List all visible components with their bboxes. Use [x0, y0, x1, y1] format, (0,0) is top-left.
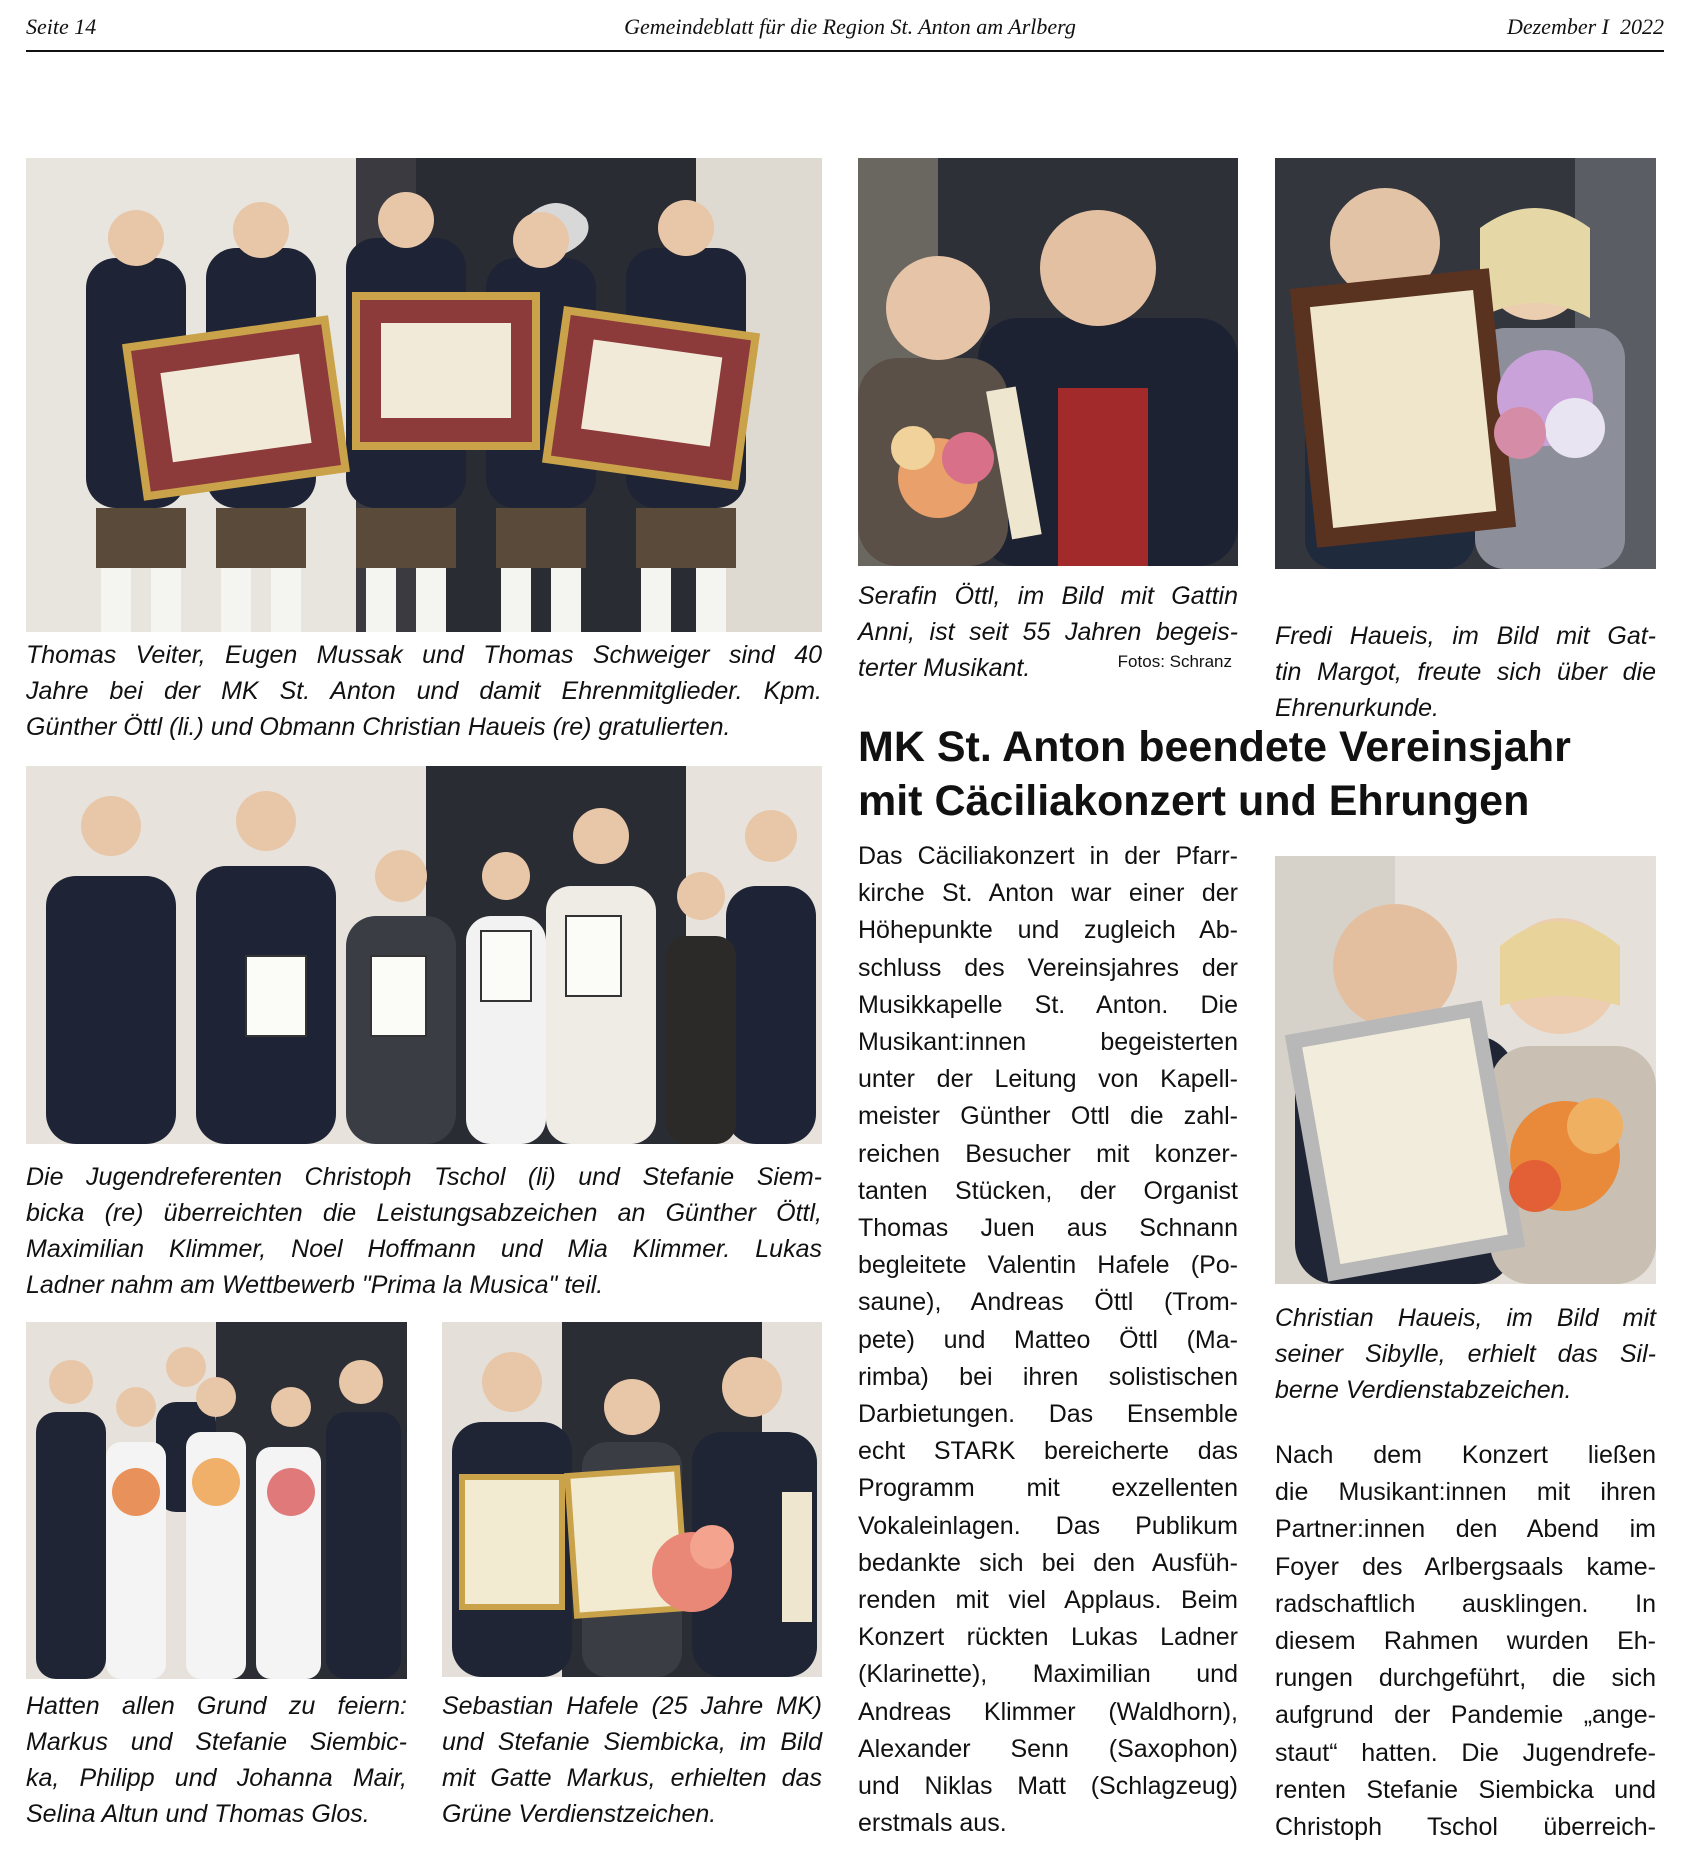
caption-line: Thomas Veiter, Eugen Mussak und Thomas Schweiger sind 40 [26, 641, 822, 669]
photo-credit: Fotos: Schranz [1117, 652, 1232, 671]
headline-line: mit Cäciliakonzert und Ehrungen [858, 777, 1530, 825]
article-line: saune), Andreas Öttl (Trom- [858, 1288, 1238, 1317]
article-line: renden mit viel Applaus. Beim [858, 1586, 1238, 1615]
caption-photo-certificates [26, 637, 822, 745]
article-line: Nach dem Konzert ließen [1275, 1441, 1656, 1469]
article-line: Christoph Tschol überreich- [1275, 1813, 1656, 1842]
article-line: aufgrund der Pandemie „ange- [1275, 1701, 1656, 1730]
article-line: meister Günther Ottl die zahl- [858, 1102, 1238, 1131]
caption-line: bicka (re) überreichten die Leistungsabzeichen an Günther Öttl, [26, 1199, 822, 1227]
caption-line: seiner Sibylle, erhielt das Sil- [1275, 1340, 1656, 1368]
caption-line: mit Gatte Markus, erhielten das [442, 1764, 822, 1792]
article-col1 [858, 838, 1238, 1842]
article-headline [858, 720, 1658, 828]
article-line: Darbietungen. Das Ensemble [858, 1400, 1238, 1429]
photo-youth-certificates [26, 766, 822, 1144]
caption-youth [26, 1159, 822, 1303]
caption-line: ka, Philipp und Johanna Mair, [26, 1764, 407, 1792]
caption-line: Serafin Öttl, im Bild mit Gattin [858, 582, 1238, 610]
caption-sebastian [442, 1688, 822, 1832]
caption-line: Hatten allen Grund zu feiern: [26, 1692, 407, 1720]
photo-group-certificates [26, 158, 822, 632]
article-line: (Klarinette), Maximilian und [858, 1660, 1238, 1689]
caption-line: Anni, ist seit 55 Jahren begeis- [858, 618, 1238, 646]
photo-couple-ehrenurkunde [1275, 158, 1656, 569]
photo-couple-medals [858, 158, 1238, 566]
article-line: erstmals aus. [858, 1809, 1007, 1838]
article-line: schluss des Vereinsjahres der [858, 953, 1238, 982]
caption-christian [1275, 1300, 1656, 1408]
article-line: rimba) bei ihren solistischen [858, 1362, 1238, 1391]
article-line: Musikant:innen begeisterten [858, 1028, 1238, 1057]
caption-line: Jahre bei der MK St. Anton und damit Ehrenmitglieder. Kpm. [26, 677, 822, 705]
caption-feiern [26, 1688, 407, 1832]
photo-group-bouquets [26, 1322, 407, 1679]
article-line: Thomas Juen aus Schnann [858, 1214, 1238, 1243]
article-line: Partner:innen den Abend im [1275, 1515, 1656, 1544]
article-line: diesem Rahmen wurden Eh- [1275, 1627, 1656, 1656]
article-line: die Musikant:innen mit ihren [1275, 1478, 1656, 1507]
caption-text: terter Musikant. [858, 654, 1031, 682]
article-line: reichen Besucher mit konzer- [858, 1139, 1238, 1168]
caption-fredi [1275, 618, 1656, 726]
article-line: kirche St. Anton war einer der [858, 879, 1238, 908]
caption-line: Fredi Haueis, im Bild mit Gat- [1275, 622, 1656, 650]
article-line: unter der Leitung von Kapell- [858, 1065, 1238, 1094]
caption-line: tin Margot, freute sich über die [1275, 658, 1656, 686]
caption-line: Grüne Verdienstzeichen. [442, 1800, 717, 1828]
photo-gruenes-verdienstzeichen [442, 1322, 822, 1677]
article-line: staut“ hatten. Die Jugendrefe- [1275, 1738, 1656, 1767]
article-line: rungen durchgeführt, die sich [1275, 1664, 1656, 1693]
caption-line: Markus und Stefanie Siembic- [26, 1728, 407, 1756]
caption-line: und Stefanie Siembicka, im Bild [442, 1728, 822, 1756]
caption-line: Sebastian Hafele (25 Jahre MK) [442, 1692, 822, 1720]
article-line: Alexander Senn (Saxophon) [858, 1734, 1238, 1763]
headline-line: MK St. Anton beendete Vereinsjahr [858, 723, 1571, 771]
article-line: echt STARK bereicherte das [858, 1437, 1238, 1466]
issue-date: Dezember I 2022 [1506, 14, 1664, 39]
article-line: und Niklas Matt (Schlagzeug) [858, 1772, 1238, 1801]
caption-serafin [858, 578, 1238, 686]
caption-line: Ladner nahm am Wettbewerb "Prima la Musica" teil. [26, 1271, 604, 1299]
caption-line [858, 650, 1238, 686]
article-line: renten Stefanie Siembicka und [1275, 1775, 1656, 1804]
header-rule [26, 50, 1664, 52]
caption-line: Günther Öttl (li.) und Obmann Christian Haueis (re) gratulierten. [26, 713, 731, 741]
article-line: tanten Stücken, der Organist [858, 1176, 1238, 1205]
caption-line: Maximilian Klimmer, Noel Hoffmann und Mia Klimmer. Lukas [26, 1235, 822, 1263]
article-line: radschaftlich ausklingen. In [1275, 1589, 1656, 1618]
article-line: Musikkapelle St. Anton. Die [858, 990, 1238, 1019]
page-number: Seite 14 [26, 14, 97, 39]
article-line: Programm mit exzellenten [858, 1474, 1238, 1503]
article-line: bedankte sich bei den Ausfüh- [858, 1548, 1238, 1577]
article-line: Vokaleinlagen. Das Publikum [858, 1511, 1238, 1540]
photo-christian-sibylle [1275, 856, 1656, 1284]
caption-line: berne Verdienstabzeichen. [1275, 1376, 1572, 1404]
article-line: Andreas Klimmer (Waldhorn), [858, 1697, 1238, 1726]
article-line: Das Cäciliakonzert in der Pfarr- [858, 842, 1238, 870]
caption-line: Die Jugendreferenten Christoph Tschol (li) und Stefanie Siem- [26, 1163, 822, 1191]
publication-title: Gemeindeblatt für die Region St. Anton am Arlberg [624, 14, 1076, 39]
article-line: pete) und Matteo Öttl (Ma- [858, 1325, 1238, 1354]
caption-line: Christian Haueis, im Bild mit [1275, 1304, 1656, 1332]
article-line: begleitete Valentin Hafele (Po- [858, 1251, 1238, 1280]
article-line: Konzert rückten Lukas Ladner [858, 1623, 1238, 1652]
article-line: Foyer des Arlbergsaals kame- [1275, 1552, 1656, 1581]
caption-line: Ehrenurkunde. [1275, 694, 1440, 722]
caption-line: Selina Altun und Thomas Glos. [26, 1800, 370, 1828]
article-line: Höhepunkte und zugleich Ab- [858, 916, 1238, 945]
article-col2 [1275, 1437, 1656, 1846]
